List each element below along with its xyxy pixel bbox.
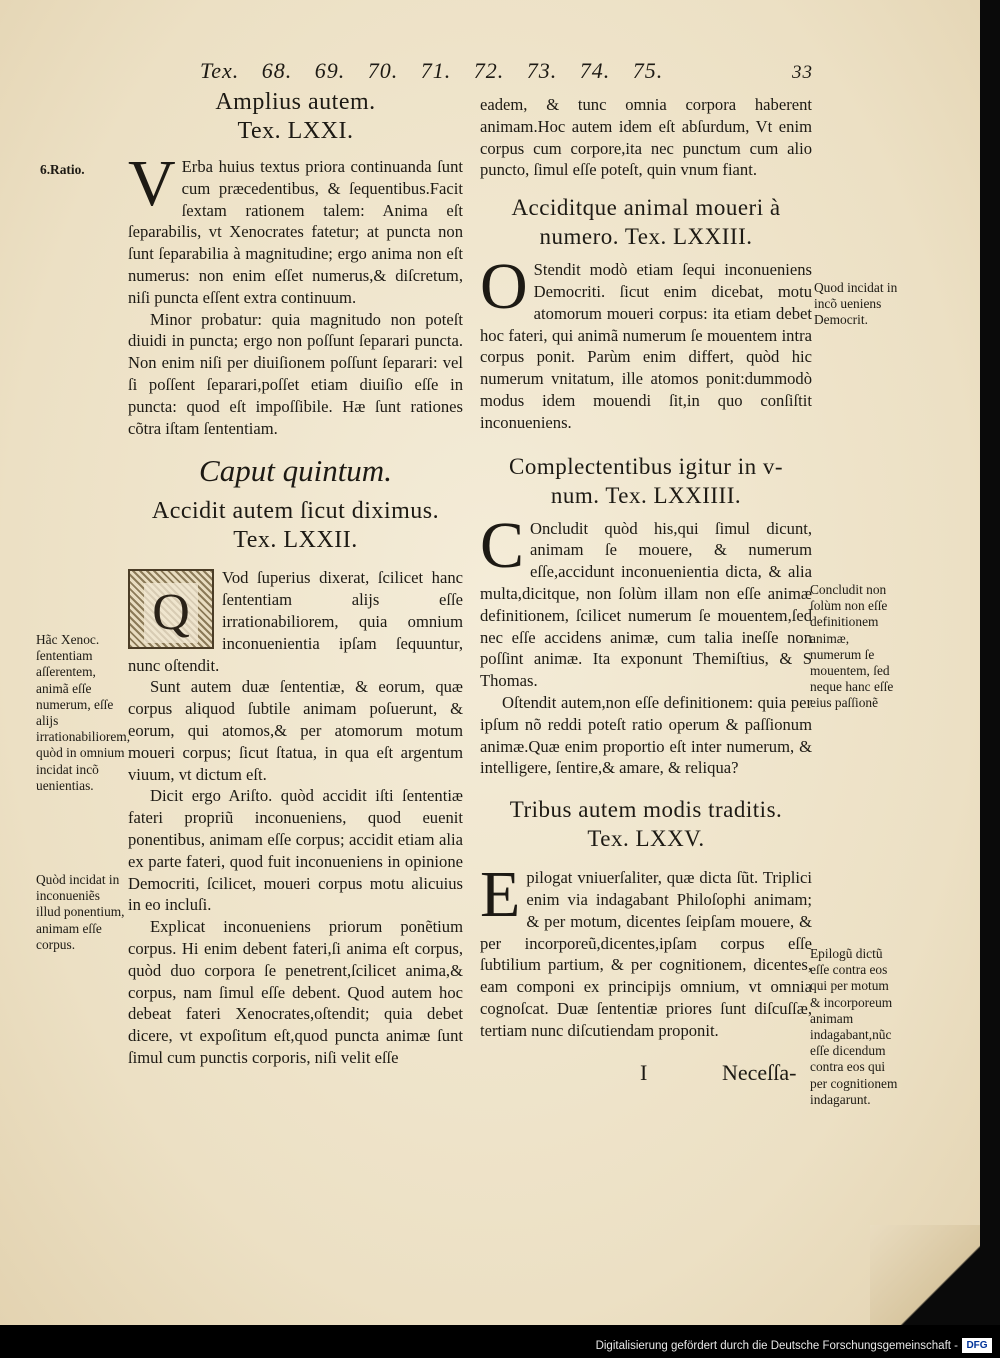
paragraph: Oſtendit autem,non eſſe definitionem: quia per ipſum nõ reddi poteſt ratio operum & paſſionum animæ.Quæ enim proportio eſt inter numerum, & intelligere, ſentire,& amare, & reliqua? [480,692,812,778]
drop-cap: C [480,508,525,582]
margin-note: 6.Ratio. [40,162,85,177]
paragraph: C Oncludit quòd his,qui ſimul dicunt, animam ſe mouere, & numerum eſſe,accidunt inconuenientia dicta, & alia multa,dicitque, non ſolùm illam non eſſe animæ definitionem, ſcilicet numerum ſe mouentem,ſed nec eſſe accidens animæ, cum talia ineſſe non poſſint animæ. Ita exponunt Themiſtius, & S Thomas. [480,508,812,691]
paragraph: V Erba huius textus priora continuanda ſunt cum præcedentibus, & ſequentibus.Facit ſextam rationem talem: Anima eſt ſeparabilis, vt Xenocrates fatetur; at puncta non ſunt ſeparabilia à magnitudine; ergo anima non eſt numerus: non enim eſſet numerus,& diſcretum, niſi puncta eſſent extra continuum. [128,147,463,307]
margin-note: Quod incidat in incõ ueniens Democrit. [814,280,898,328]
section-heading: Complectentibus igitur in v- num. Tex. LXXIIII. [509,453,783,508]
drop-cap: E [480,858,521,932]
margin-note: Quòd incidat in inconueniẽs illud ponentium, animam eſſe corpus. [36,872,125,952]
catchword: Neceſſa- [722,1059,797,1085]
paragraph: Dicit ergo Ariſto. quòd accidit iſti ſententiæ fateri propriũ inconueniens, quod euenit ponentibus, animam eſſe corpus; accidit etiam alia ex parte fateri, quod fuit inconueniens in opinione Democriti, ſcilicet, moueri corpus motu alicuius in eo incluſi. [128,786,463,915]
footer-text: Digitalisierung gefördert durch die Deutsche Forschungsgemeinschaft - [595,1340,958,1352]
paragraph: Epilogat vniuerſaliter, quæ dicta ſũt. Triplici enim via indagabant Philoſophi animam; & per motum, dicentes ſeipſam mouere, & per incorporeũ,dicentes,ipſam corpus eſſe ſubtilium partium, & per cognitionem, dicentes, eam componi ex principijs omnium, vt omnia cognoſcat. Duæ ſententiæ priores ſunt diſcuſſæ, tertiam nunc diſcutiendam proponit. [480,858,812,1040]
chapter-title: Caput quintum. [199,453,392,489]
paragraph: Q Vod ſuperius dixerat, ſcilicet hanc ſententiam alijs eſſe irrationabiliorem, quia omnium inconuenientia ipſam ſequuntur, nunc oſtendit. [128,568,463,675]
section-heading: Acciditque animal moueri à numero. Tex. LXXIII. [511,195,781,250]
paragraph: Minor probatur: quia magnitudo non poteſt diuidi in puncta; ergo non poſſunt ſeparari puncta. Non enim niſi per diuiſionem poſſunt ſeparari: vel ſi poſſent ſeparari,poſſet etiam diuiſio eſſe in puncta: quod eſt impoſſibile. Hæ ſunt rationes cõtra iſtam ſententiam. [128,309,463,438]
right-column [480,94,812,1100]
page-curl [870,1225,980,1325]
drop-cap: V [128,147,176,220]
running-head-text: Tex. 68. 69. 70. 71. 72. 73. 74. 75. [200,58,664,83]
running-head [200,58,820,88]
signature-mark: I [640,1059,648,1085]
left-column [128,88,463,1069]
dfg-logo: DFG [962,1338,992,1353]
margin-note: Hãc Xenoc. ſententiam aſſerentem, animã eſſe numerum, eſſe alijs irrationabiliorem, quòd in omnium incidat incõ uenientias. [36,632,131,793]
margin-note: Epilogũ dictũ eſſe contra eos qui per motum & incorporeum animam indagabant,nũc eſſe dicendum contra eos qui per cognitionem indagarunt. [810,946,898,1107]
page-number: 33 [792,62,813,83]
paragraph: eadem, & tunc omnia corpora haberent animam.Hoc autem idem eſt abſurdum, Vt enim corpus cum corpore,ita nec punctum cum alio puncto, ſimul eſſe poteſt, quin vnum fiant. [480,95,812,180]
catchword-line [480,1060,812,1100]
paragraph: O Stendit modò etiam ſequi inconueniens Democriti. ſicut enim dicebat, motu atomorum moueri corpus: ita etiam debet hoc fateri, qui animã numerum ſe mouentem intra corpus ponit. Parùm enim differt, quòd hic numerum vnitatum, ille atomos ponit:dummodò modus idem mouendi ſit,in quo conſiſtit inconueniens. [480,250,812,432]
paragraph: Explicat inconueniens priorum ponẽtium corpus. Hi enim debent fateri,ſi anima eſt corpus, quòd duo corpora ſe penetrent,ſcilicet anima,& corpus, nam ſimul eſſe debent. Quod autem hoc debeat fateri Xenocrates,oſtendit; quia debet dicere, vt expoſitum eſt,quod puncta animæ ſunt ſimul cum punctis corporis, niſi velit eſſe [128,917,463,1067]
footer-bar [0,1325,1000,1358]
section-heading: Tribus autem modis traditis. Tex. LXXV. [509,797,783,852]
paragraph: Sunt autem duæ ſententiæ, & eorum, quæ corpus aliquod ſubtile animam poſuerunt, & eorum, qui atomos,& per atomorum motum moueri corpus; ſicut ſtatua, in qua eſt argentum viuum, vt dictum eſt. [128,677,463,784]
section-heading: Accidit autem ſicut diximus. Tex. LXXII. [151,498,440,554]
ornamental-initial: Q [128,569,214,649]
margin-note: Concludit non ſolùm non eſſe definitionem animæ, numerum ſe mouentem, ſed neque hanc eſſe eius paſſionẽ [810,582,894,711]
section-heading: Amplius autem. Tex. LXXI. [215,89,376,144]
drop-cap: O [480,250,528,324]
